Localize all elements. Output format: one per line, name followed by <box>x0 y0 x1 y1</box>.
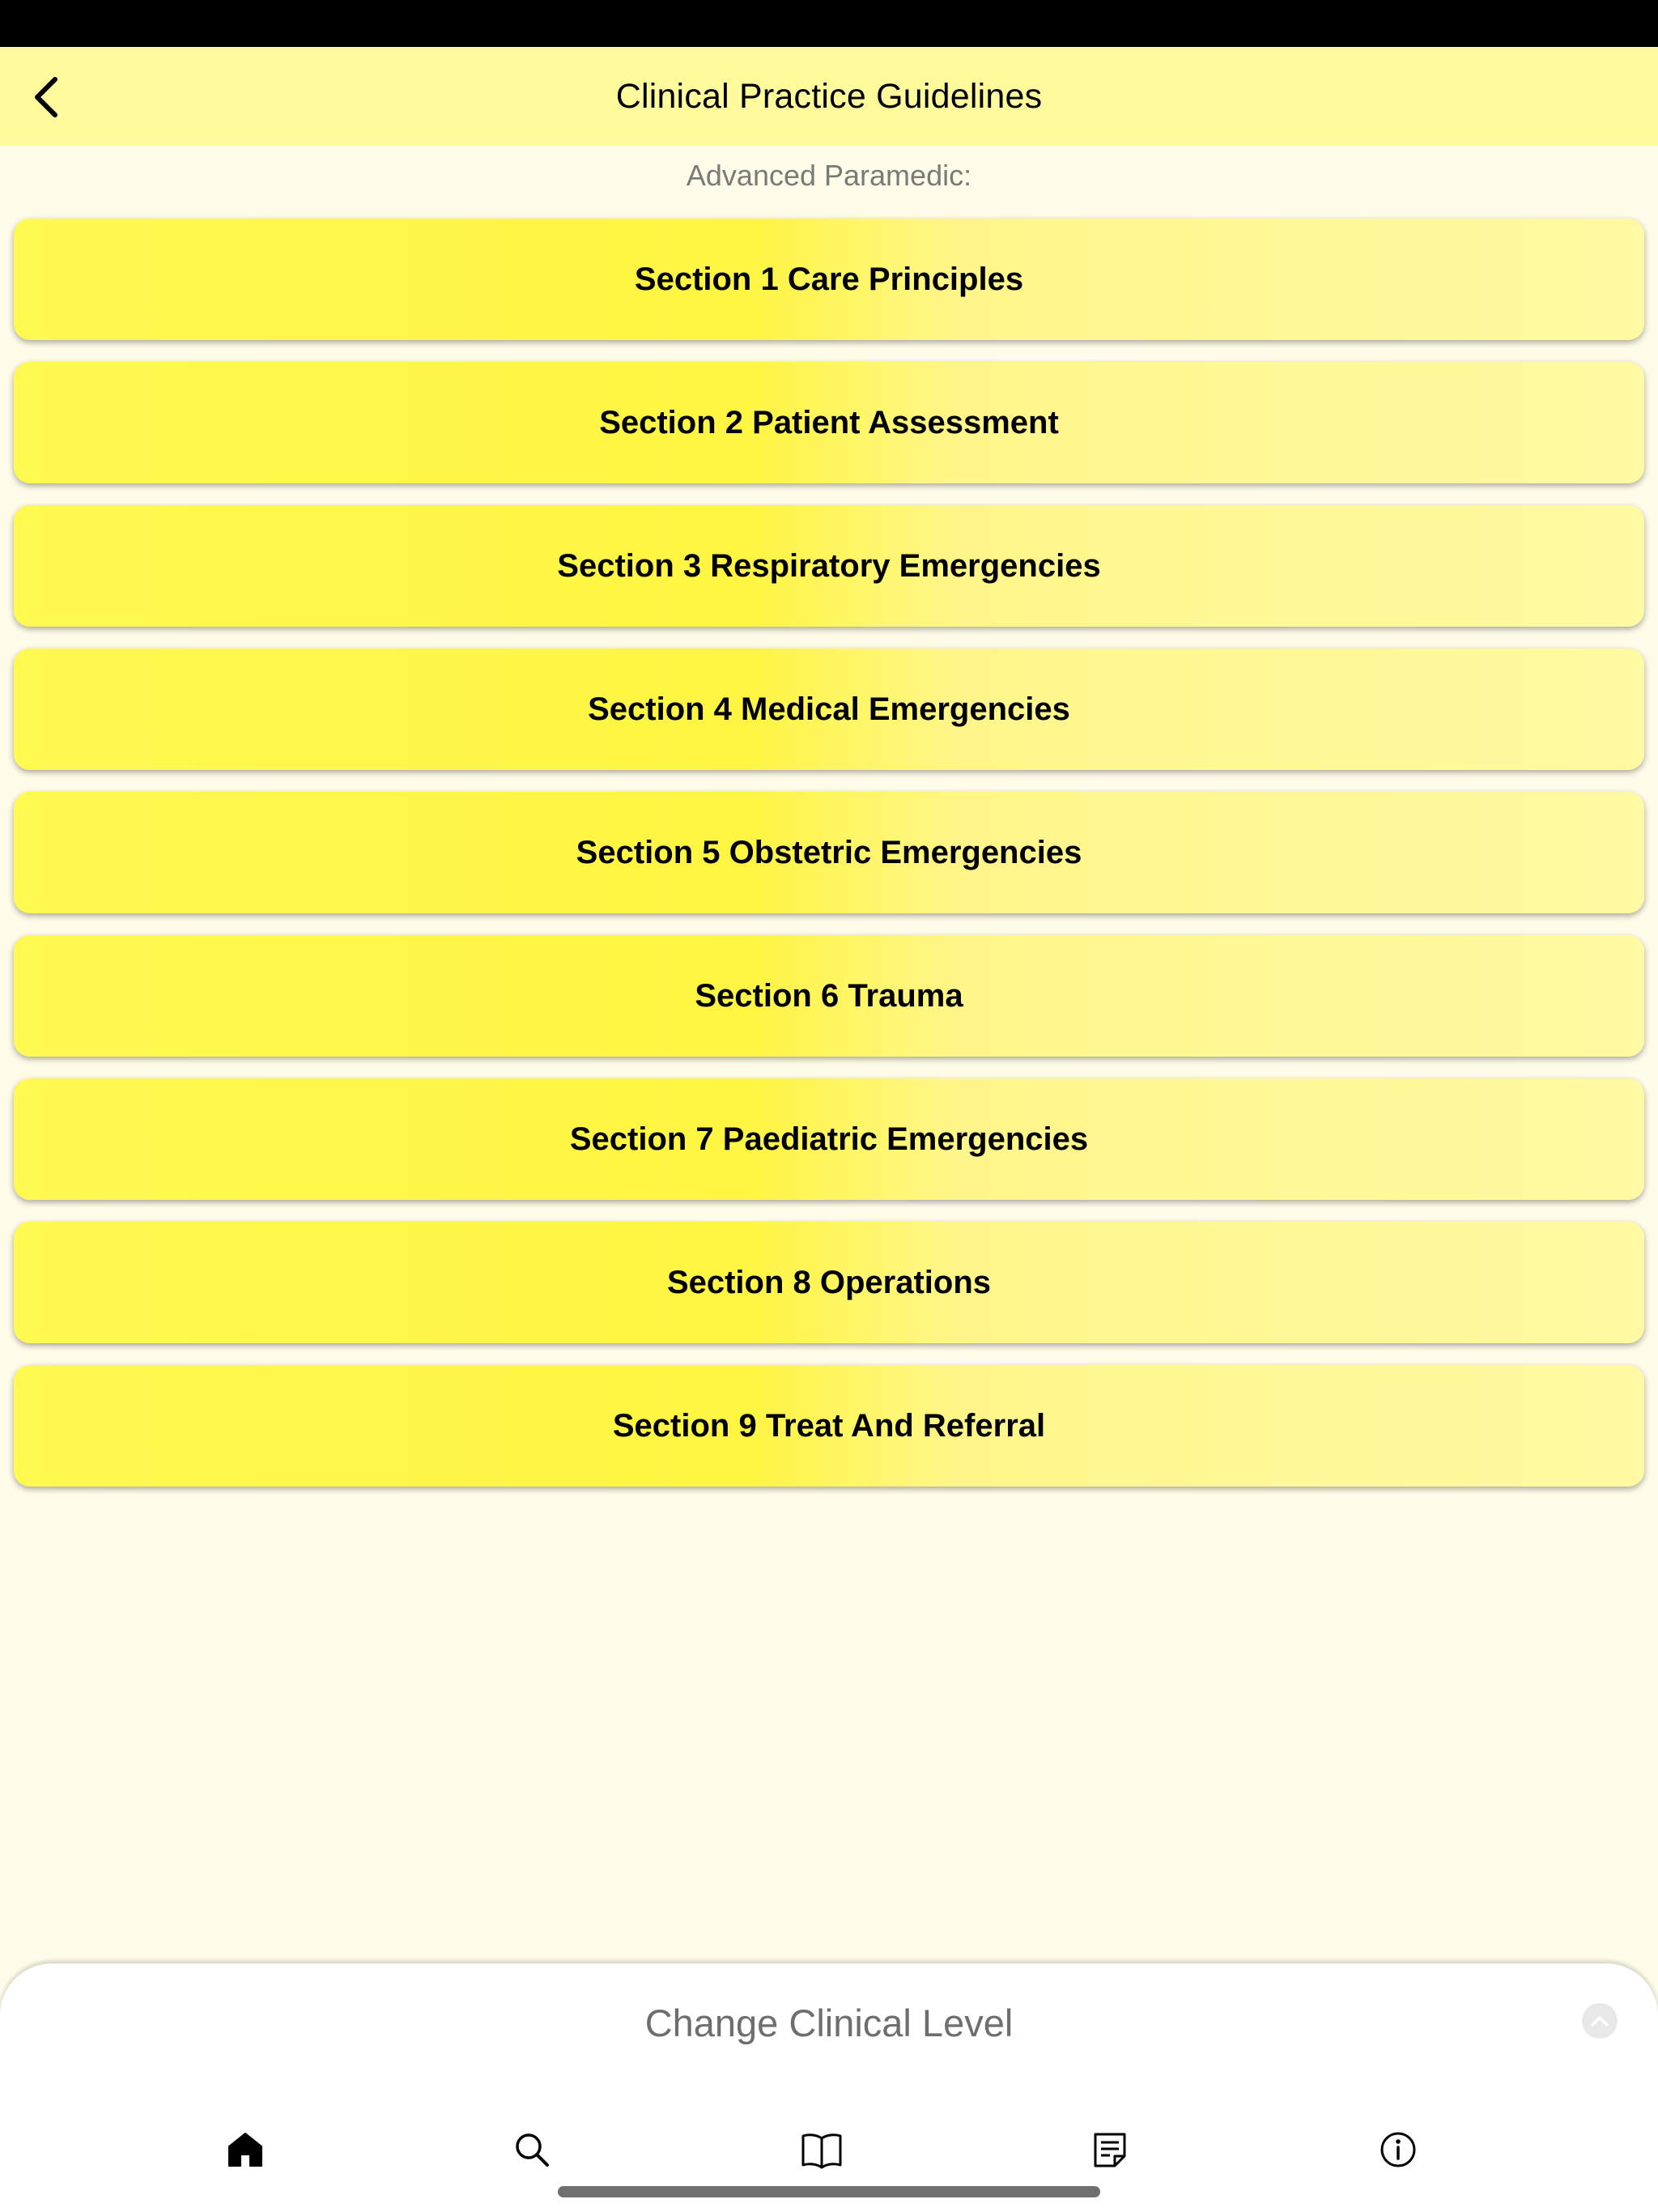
page-title: Clinical Practice Guidelines <box>615 76 1043 116</box>
section-label: Section 6 Trauma <box>695 977 963 1014</box>
notes-icon <box>1090 2130 1129 2169</box>
section-label: Section 8 Operations <box>666 1264 992 1300</box>
section-label: Section 3 Respiratory Emergencies <box>557 547 1101 584</box>
tab-info[interactable] <box>1358 2117 1439 2182</box>
section-label: Section 2 Patient Assessment <box>599 404 1059 440</box>
tab-library[interactable] <box>781 2117 862 2182</box>
tab-search[interactable] <box>491 2117 572 2182</box>
tab-bar <box>0 2117 1658 2182</box>
info-icon <box>1379 2130 1418 2169</box>
section-9-button[interactable] <box>14 1365 1644 1487</box>
section-label: Section 1 Care Principles <box>634 261 1024 297</box>
expand-panel-button[interactable] <box>1582 2003 1618 2039</box>
home-icon <box>226 2130 265 2169</box>
section-label: Section 4 Medical Emergencies <box>588 691 1070 727</box>
section-2-button[interactable] <box>14 362 1644 483</box>
section-4-button[interactable] <box>14 649 1644 770</box>
section-1-button[interactable] <box>14 219 1644 340</box>
navigation-bar <box>0 47 1658 146</box>
clinical-level-subtitle: Advanced Paramedic: <box>686 159 972 192</box>
chevron-up-icon <box>1589 2014 1610 2028</box>
status-bar <box>0 0 1658 47</box>
section-6-button[interactable] <box>14 935 1644 1057</box>
section-5-button[interactable] <box>14 792 1644 913</box>
section-list <box>14 219 1644 1508</box>
search-icon <box>512 2130 551 2169</box>
section-8-button[interactable] <box>14 1222 1644 1343</box>
section-label: Section 5 Obstetric Emergencies <box>576 834 1082 870</box>
section-3-button[interactable] <box>14 505 1644 627</box>
section-label: Section 9 Treat And Referral <box>612 1407 1046 1444</box>
bottom-panel <box>0 1963 1658 2212</box>
book-icon <box>800 2130 844 2169</box>
section-label: Section 7 Paediatric Emergencies <box>569 1121 1089 1157</box>
tab-notes[interactable] <box>1069 2117 1150 2182</box>
home-indicator <box>558 2186 1100 2197</box>
tab-home[interactable] <box>205 2117 286 2182</box>
change-clinical-level-button[interactable]: Change Clinical Level <box>644 2001 1014 2044</box>
section-7-button[interactable] <box>14 1078 1644 1200</box>
chevron-left-icon <box>31 74 63 120</box>
back-button[interactable] <box>15 65 79 130</box>
